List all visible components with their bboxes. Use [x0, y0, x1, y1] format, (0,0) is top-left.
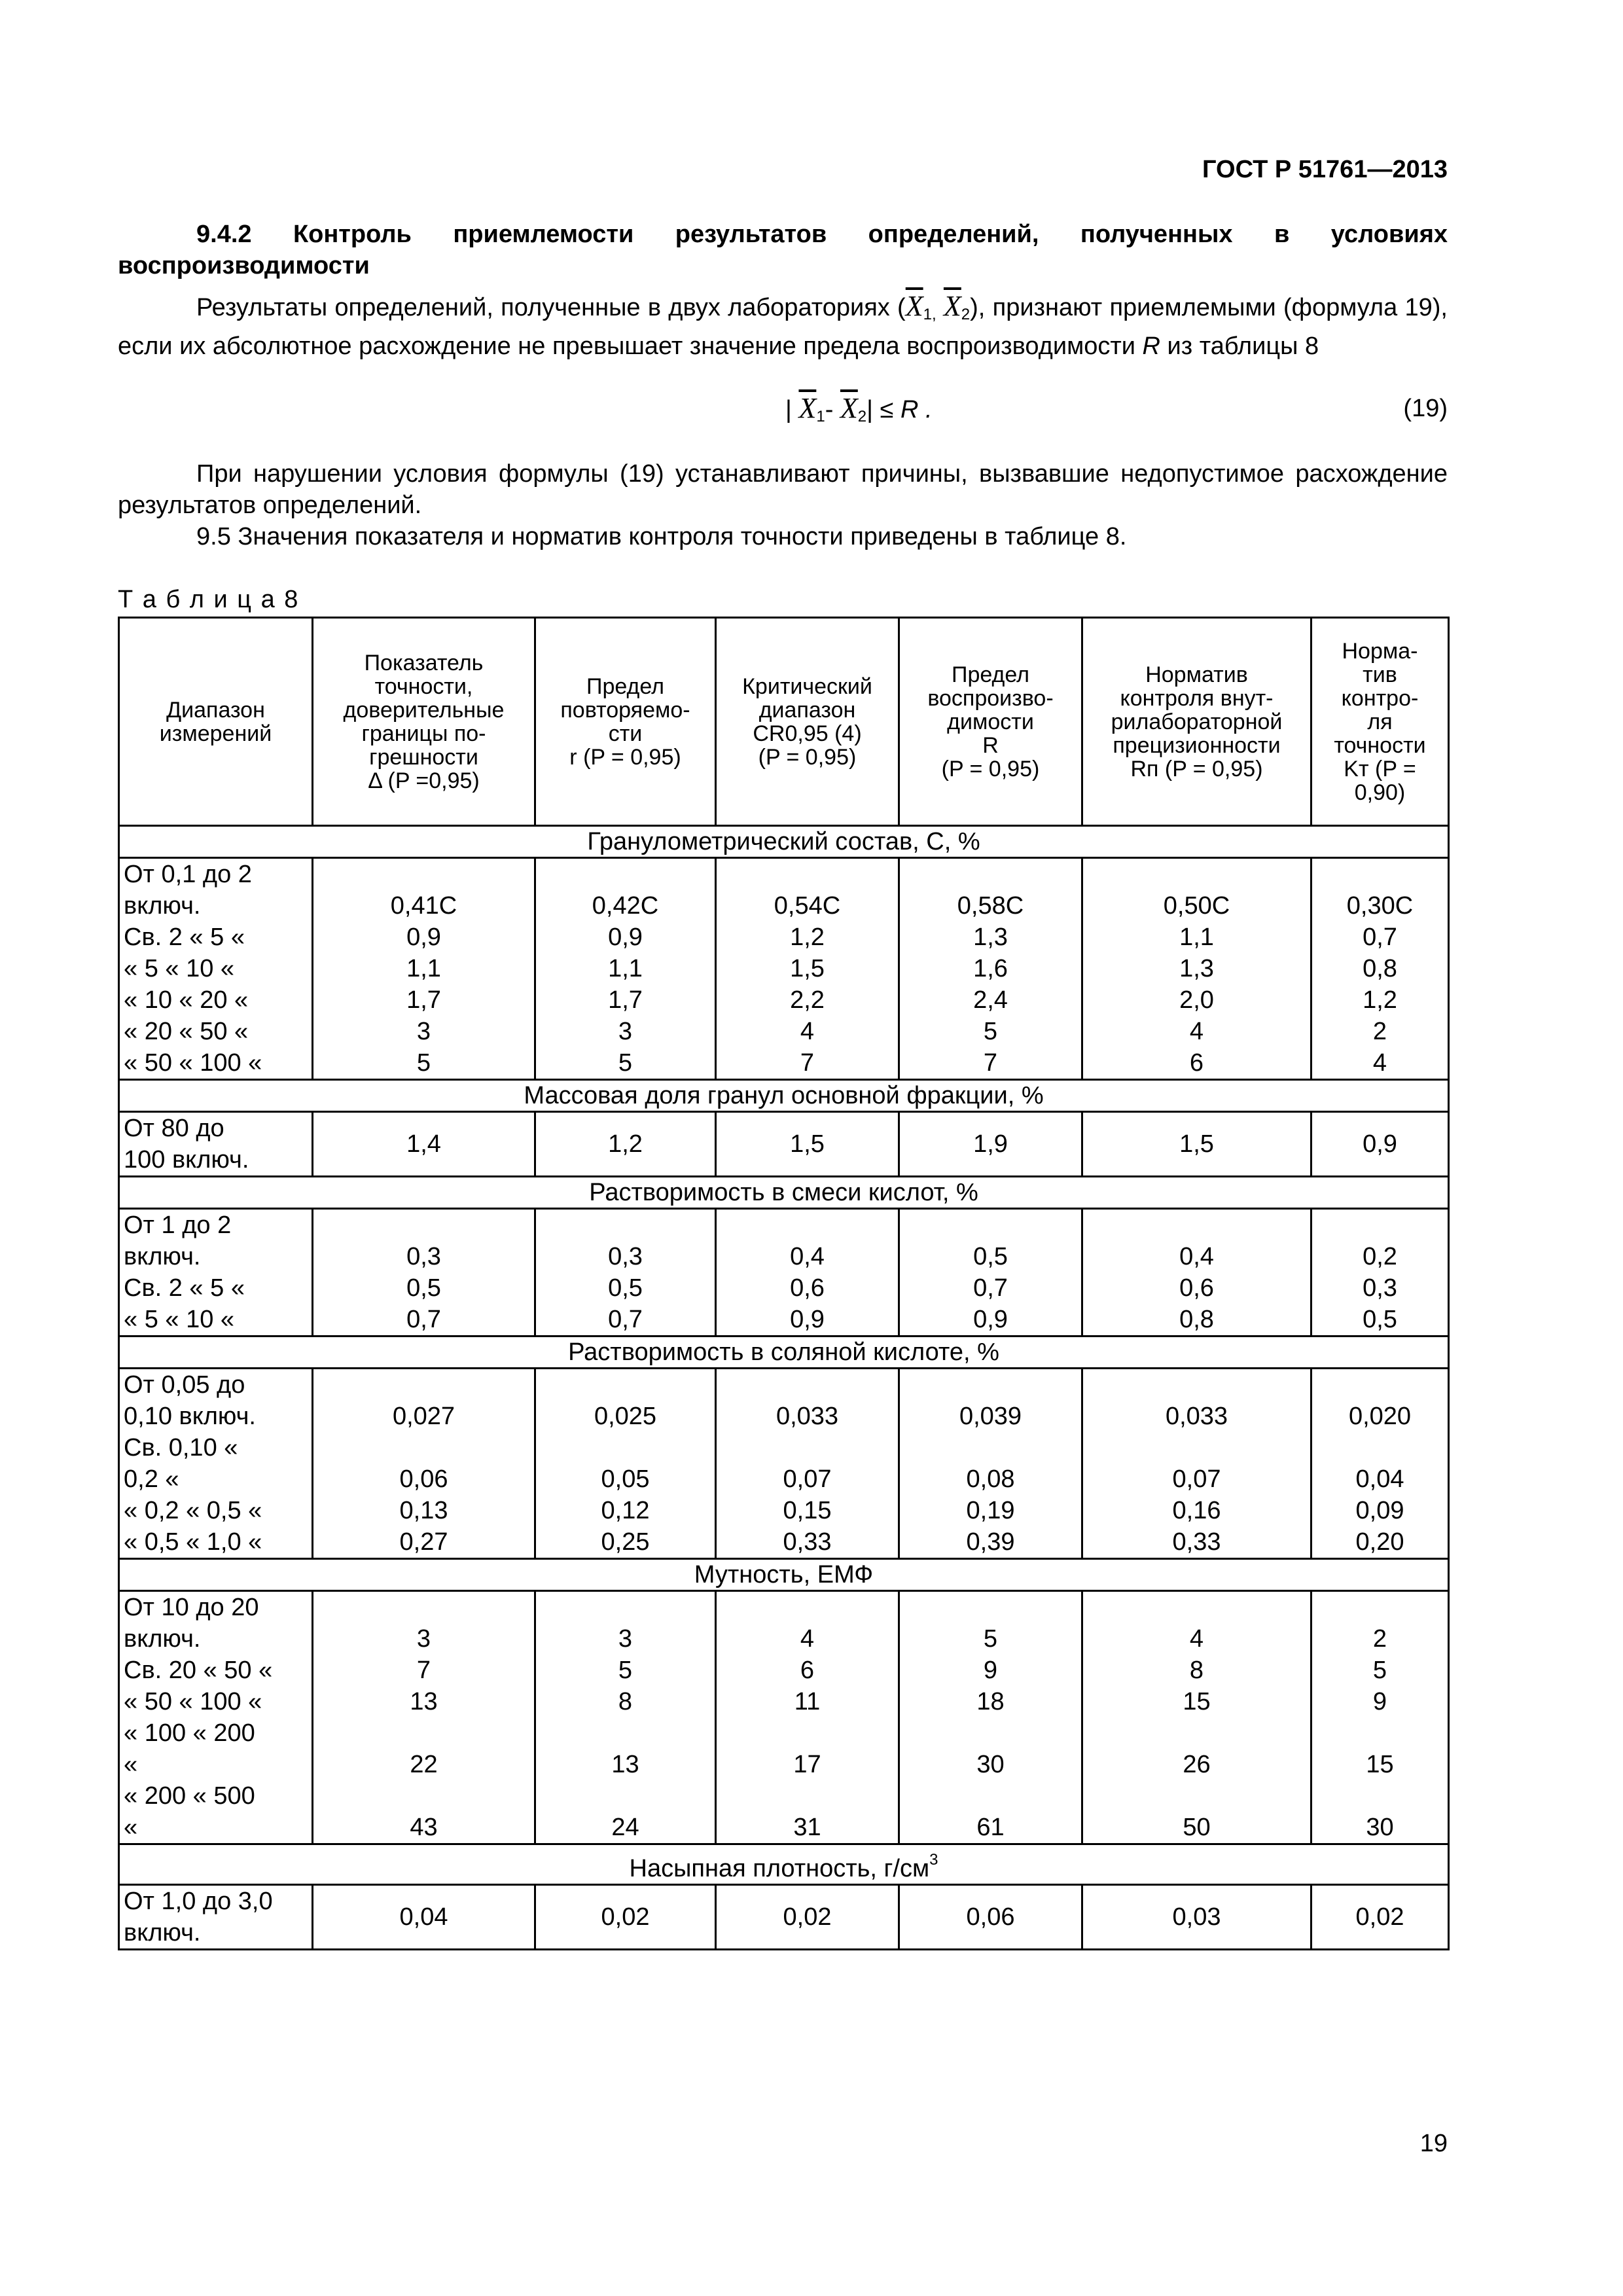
value-cell: 1,4	[313, 1112, 535, 1177]
value-cell: 3 5 8 13 24	[535, 1591, 716, 1844]
paragraph-9-5: 9.5 Значения показателя и норматив контроля точности приведены в таблице 8.	[196, 523, 1127, 550]
section-title-superscript: 3	[929, 1851, 938, 1869]
value-cell: 0,3 0,5 0,7	[313, 1209, 535, 1336]
formula-number: (19)	[1403, 395, 1448, 422]
value-cell: 0,41C 0,9 1,1 1,7 3 5	[313, 858, 535, 1080]
value-cell: 0,4 0,6 0,8	[1082, 1209, 1311, 1336]
table-row	[119, 1885, 1449, 1950]
range-cell: От 1,0 до 3,0 включ.	[119, 1885, 313, 1950]
value-cell: 0,5 0,7 0,9	[899, 1209, 1082, 1336]
section-title-row	[119, 1336, 1449, 1369]
document-id: ГОСТ Р 51761—2013	[1202, 156, 1448, 183]
section-title-row	[119, 1559, 1449, 1591]
section-title-text: Насыпная плотность, г/см	[629, 1855, 930, 1882]
paragraph-reproducibility	[118, 291, 1448, 362]
table-row	[119, 858, 1449, 1080]
header-intralab-precision: Норматив контроля внут- рилабораторной прецизионности Rп (P = 0,95)	[1082, 618, 1311, 826]
value-cell: 0,02	[1311, 1885, 1449, 1950]
section-title: Растворимость в соляной кислоте, %	[119, 1336, 1449, 1369]
value-cell: 0,033 0,07 0,16 0,33	[1082, 1369, 1311, 1559]
value-cell: 2 5 9 15 30	[1311, 1591, 1449, 1844]
value-cell: 0,033 0,07 0,15 0,33	[716, 1369, 899, 1559]
value-cell: 0,04	[313, 1885, 535, 1950]
section-title: Мутность, ЕМФ	[119, 1559, 1449, 1591]
formula-x2-sub: 2	[857, 408, 867, 425]
p1-before: Результаты определений, полученные в двух лабораториях (	[196, 294, 906, 321]
section-title-row	[119, 1177, 1449, 1209]
table-header-row	[119, 618, 1449, 826]
table-row	[119, 1209, 1449, 1336]
value-cell: 0,025 0,05 0,12 0,25	[535, 1369, 716, 1559]
table-row	[119, 1112, 1449, 1177]
section-title	[119, 1844, 1449, 1885]
header-accuracy: Показатель точности, доверительные границы по- грешности Δ (P =0,95)	[313, 618, 535, 826]
range-cell: От 0,05 до 0,10 включ. Св. 0,10 « 0,2 « « 0,2 « 0,5 « « 0,5 « 1,0 «	[119, 1369, 313, 1559]
value-cell: 0,03	[1082, 1885, 1311, 1950]
formula-rhs: ≤ R .	[880, 396, 933, 423]
table-8	[118, 617, 1450, 1950]
value-cell: 0,50C 1,1 1,3 2,0 4 6	[1082, 858, 1311, 1080]
value-cell: 0,4 0,6 0,9	[716, 1209, 899, 1336]
value-cell: 5 9 18 30 61	[899, 1591, 1082, 1844]
value-cell: 1,9	[899, 1112, 1082, 1177]
page-number: 19	[1419, 2130, 1448, 2157]
value-cell: 0,58C 1,3 1,6 2,4 5 7	[899, 858, 1082, 1080]
formula-19: | $\overline{X}_1-$ $\overline{X}_2| \le R$ .	[785, 392, 933, 425]
value-cell: 0,020 0,04 0,09 0,20	[1311, 1369, 1449, 1559]
table-caption: Т а б л и ц а 8	[118, 586, 300, 613]
table-row	[119, 1591, 1449, 1844]
p1-end: из таблицы 8	[1160, 332, 1319, 360]
range-cell: От 10 до 20 включ. Св. 20 « 50 « « 50 « 100 « « 100 « 200 « « 200 « 500 «	[119, 1591, 313, 1844]
value-cell: 1,5	[1082, 1112, 1311, 1177]
header-accuracy-control: Норма- тив контро- ля точности Kт (P = 0,90)	[1311, 618, 1449, 826]
header-reproducibility: Предел воспроизво- димости R (P = 0,95)	[899, 618, 1082, 826]
value-cell: 0,30C 0,7 0,8 1,2 2 4	[1311, 858, 1449, 1080]
x2-subscript: 2	[961, 306, 971, 323]
paragraph-violation: При нарушении условия формулы (19) устанавливают причины, вызвавшие недопустимое расхождение результатов определений.	[118, 460, 1448, 519]
value-cell: 0,02	[535, 1885, 716, 1950]
x2-symbol: $\overline{X}$	[943, 290, 961, 322]
value-cell: 0,027 0,06 0,13 0,27	[313, 1369, 535, 1559]
value-cell: 0,06	[899, 1885, 1082, 1950]
range-cell: От 0,1 до 2 включ. Св. 2 « 5 « « 5 « 10 « « 10 « 20 « « 20 « 50 « « 50 « 100 «	[119, 858, 313, 1080]
value-cell: 0,039 0,08 0,19 0,39	[899, 1369, 1082, 1559]
formula-x1: $\overline{X}$	[798, 392, 817, 424]
header-critical-range: Критический диапазон CR0,95 (4) (P = 0,95)	[716, 618, 899, 826]
formula-x2: $\overline{X}$	[840, 392, 858, 424]
value-cell: 0,02	[716, 1885, 899, 1950]
header-repeatability: Предел повторяемо- сти r (P = 0,95)	[535, 618, 716, 826]
value-cell: 1,5	[716, 1112, 899, 1177]
value-cell: 0,2 0,3 0,5	[1311, 1209, 1449, 1336]
header-range: Диапазон измерений	[119, 618, 313, 826]
value-cell: 0,9	[1311, 1112, 1449, 1177]
x1-symbol: $\overline{X}$	[905, 290, 923, 322]
range-cell: От 80 до 100 включ.	[119, 1112, 313, 1177]
section-title: Массовая доля гранул основной фракции, %	[119, 1080, 1449, 1112]
value-cell: 0,3 0,5 0,7	[535, 1209, 716, 1336]
section-title: Гранулометрический состав, C, %	[119, 826, 1449, 858]
value-cell: 4 6 11 17 31	[716, 1591, 899, 1844]
p1-R: R	[1142, 332, 1160, 360]
range-cell: От 1 до 2 включ. Св. 2 « 5 « « 5 « 10 «	[119, 1209, 313, 1336]
table-row	[119, 1369, 1449, 1559]
p1-after: ), признают приемлемыми (формула 19), если их абсолютное расхождение не превышает значение предела воспроизводимости	[118, 294, 1448, 360]
value-cell: 3 7 13 22 43	[313, 1591, 535, 1844]
formula-x1-sub: 1	[816, 408, 825, 425]
x1-subscript: 1,	[923, 306, 936, 323]
section-title-row	[119, 826, 1449, 858]
section-title-row	[119, 1844, 1449, 1885]
value-cell: 4 8 15 26 50	[1082, 1591, 1311, 1844]
value-cell: 0,42C 0,9 1,1 1,7 3 5	[535, 858, 716, 1080]
section-title: Растворимость в смеси кислот, %	[119, 1177, 1449, 1209]
value-cell: 0,54C 1,2 1,5 2,2 4 7	[716, 858, 899, 1080]
section-title-row	[119, 1080, 1449, 1112]
section-heading: 9.4.2 Контроль приемлемости результатов определений, полученных в условиях воспроизводимости	[118, 221, 1448, 279]
value-cell: 1,2	[535, 1112, 716, 1177]
